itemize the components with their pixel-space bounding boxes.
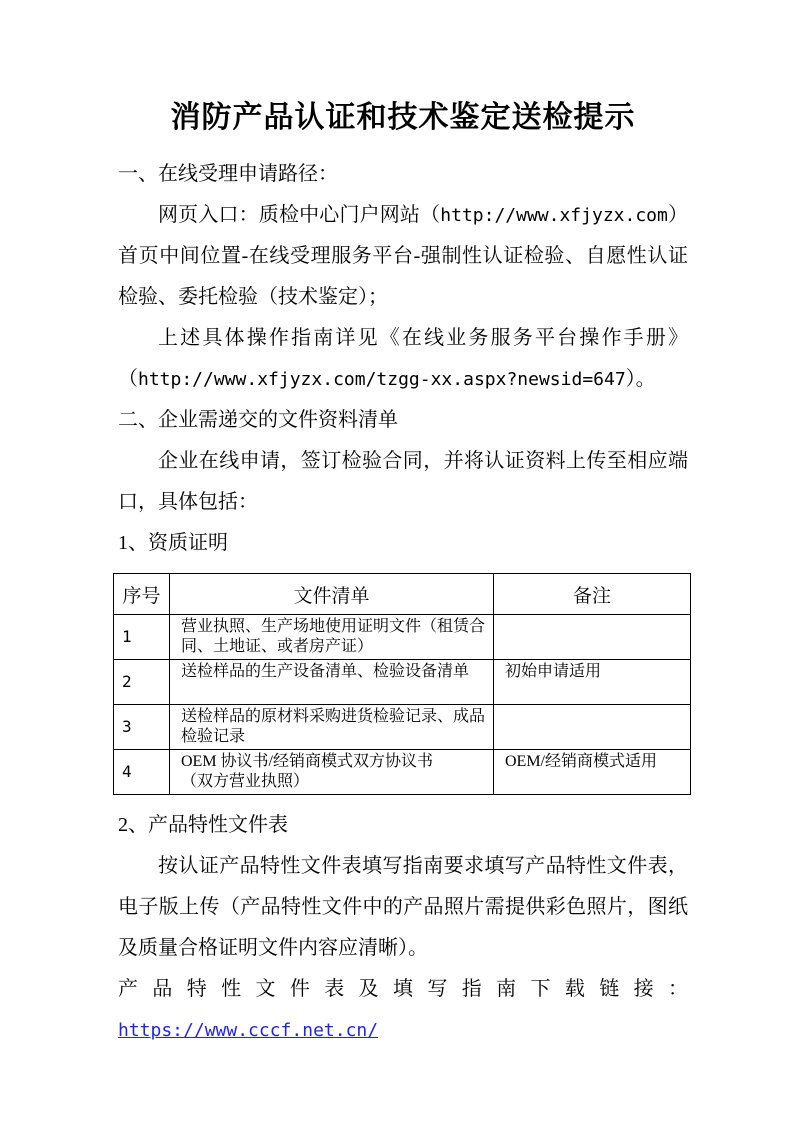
row-3-remark: [494, 705, 691, 750]
row-4-document: OEM 协议书/经销商模式双方协议书 （双方营业执照）: [170, 750, 494, 795]
download-link-label: 产品特性文件表及填写指南下载链接：: [118, 978, 688, 1000]
row-1-no: 1: [114, 615, 170, 660]
subsection-2-heading: 2、产品特性文件表: [118, 814, 288, 836]
paragraph-web-entry-text-before: 网页入口：质检中心门户网站（: [158, 204, 441, 226]
paragraph-download: [118, 969, 688, 1051]
table-header-no: 序号: [114, 574, 170, 615]
document-title: 消防产品认证和技术鉴定送检提示: [170, 101, 636, 134]
row-3-document: 送检样品的原材料采购进货检验记录、成品检验记录: [170, 705, 494, 750]
table-row: [114, 615, 691, 660]
paragraph-operation-manual-text-before: 上述具体操作指南详见《在线业务服务平台操作手册》（: [118, 327, 688, 390]
cccf-download-link[interactable]: https://www.cccf.net.cn/: [118, 1020, 379, 1041]
table-header-document: 文件清单: [170, 574, 494, 615]
subsection-1-heading: 1、资质证明: [118, 532, 228, 554]
qualification-documents-table: [113, 573, 691, 795]
row-4-remark: OEM/经销商模式适用: [494, 750, 691, 795]
table-header-remark: 备注: [494, 574, 691, 615]
row-2-document: 送检样品的生产设备清单、检验设备清单: [170, 660, 494, 705]
row-4-no: 4: [114, 750, 170, 795]
table-row: [114, 750, 691, 795]
paragraph-web-entry: [118, 195, 688, 318]
row-1-document: 营业执照、生产场地使用证明文件（租赁合同、土地证、或者房产证）: [170, 615, 494, 660]
table-row: [114, 660, 691, 705]
document-page: [118, 96, 688, 1051]
paragraph-operation-manual: [118, 318, 688, 400]
table-row: [114, 705, 691, 750]
row-3-no: 3: [114, 705, 170, 750]
manual-url-text: http://www.xfjyzx.com/tzgg-xx.aspx?newsid=647: [138, 369, 626, 390]
paragraph-online-apply: 企业在线申请，签订检验合同，并将认证资料上传至相应端口，具体包括：: [118, 450, 688, 513]
section-1-heading: 一、在线受理申请路径：: [118, 163, 338, 185]
paragraph-feature-file: 按认证产品特性文件表填写指南要求填写产品特性文件表，电子版上传（产品特性文件中的产品照片需提供彩色照片，图纸及质量合格证明文件内容应清晰）。: [118, 855, 688, 959]
paragraph-operation-manual-text-after: ）。: [625, 368, 656, 390]
table-header-row: [114, 574, 691, 615]
section-2-heading: 二、企业需递交的文件资料清单: [118, 409, 398, 431]
row-1-remark: [494, 615, 691, 660]
row-2-no: 2: [114, 660, 170, 705]
row-2-remark: 初始申请适用: [494, 660, 691, 705]
portal-url-text: http://www.xfjyzx.com: [440, 205, 668, 226]
paragraph-web-entry-text-after: ）首页中间位置-在线受理服务平台-强制性认证检验、自愿性认证检验、委托检验（技术鉴定）；: [118, 204, 689, 308]
